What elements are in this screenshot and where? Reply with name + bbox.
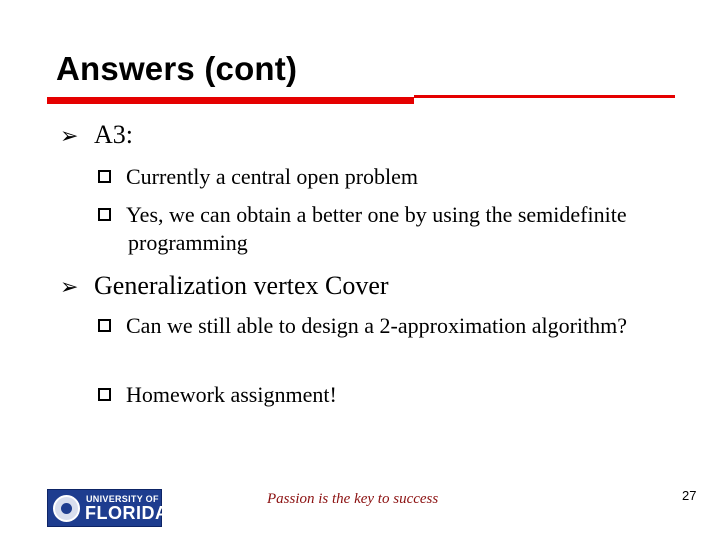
square-bullet-icon — [98, 388, 111, 401]
slide-title: Answers (cont) — [56, 50, 298, 87]
logo-line1: UNIVERSITY OF — [86, 494, 159, 504]
sub-bullet-text: Can we still able to design a 2-approximation algorithm? — [126, 313, 627, 338]
footer-tagline: Passion is the key to success — [267, 491, 439, 507]
bullet-level1 — [60, 120, 133, 152]
bullet-text: Generalization vertex Cover — [94, 271, 389, 300]
square-bullet-icon — [98, 170, 111, 183]
university-logo — [47, 489, 169, 527]
sub-bullet — [98, 312, 648, 340]
university-seal-icon — [53, 495, 80, 522]
sub-bullet — [98, 201, 648, 257]
sub-bullet — [98, 163, 648, 191]
arrow-bullet-icon: ➢ — [60, 275, 79, 300]
logo-line2: FLORIDA — [85, 503, 169, 523]
square-bullet-icon — [98, 208, 111, 221]
sub-bullet-text: Homework assignment! — [126, 382, 337, 407]
square-bullet-icon — [98, 319, 111, 332]
title-underline-thin — [414, 95, 675, 98]
sub-bullet — [98, 381, 648, 409]
sub-bullet-text: Currently a central open problem — [126, 164, 419, 189]
sub-bullet-text: Yes, we can obtain a better one by using the semidefinite programming — [126, 202, 627, 255]
arrow-bullet-icon: ➢ — [60, 124, 79, 149]
page-number: 27 — [682, 488, 697, 503]
bullet-text: A3: — [94, 120, 133, 149]
bullet-level1 — [60, 271, 389, 303]
title-underline-thick — [47, 97, 414, 104]
